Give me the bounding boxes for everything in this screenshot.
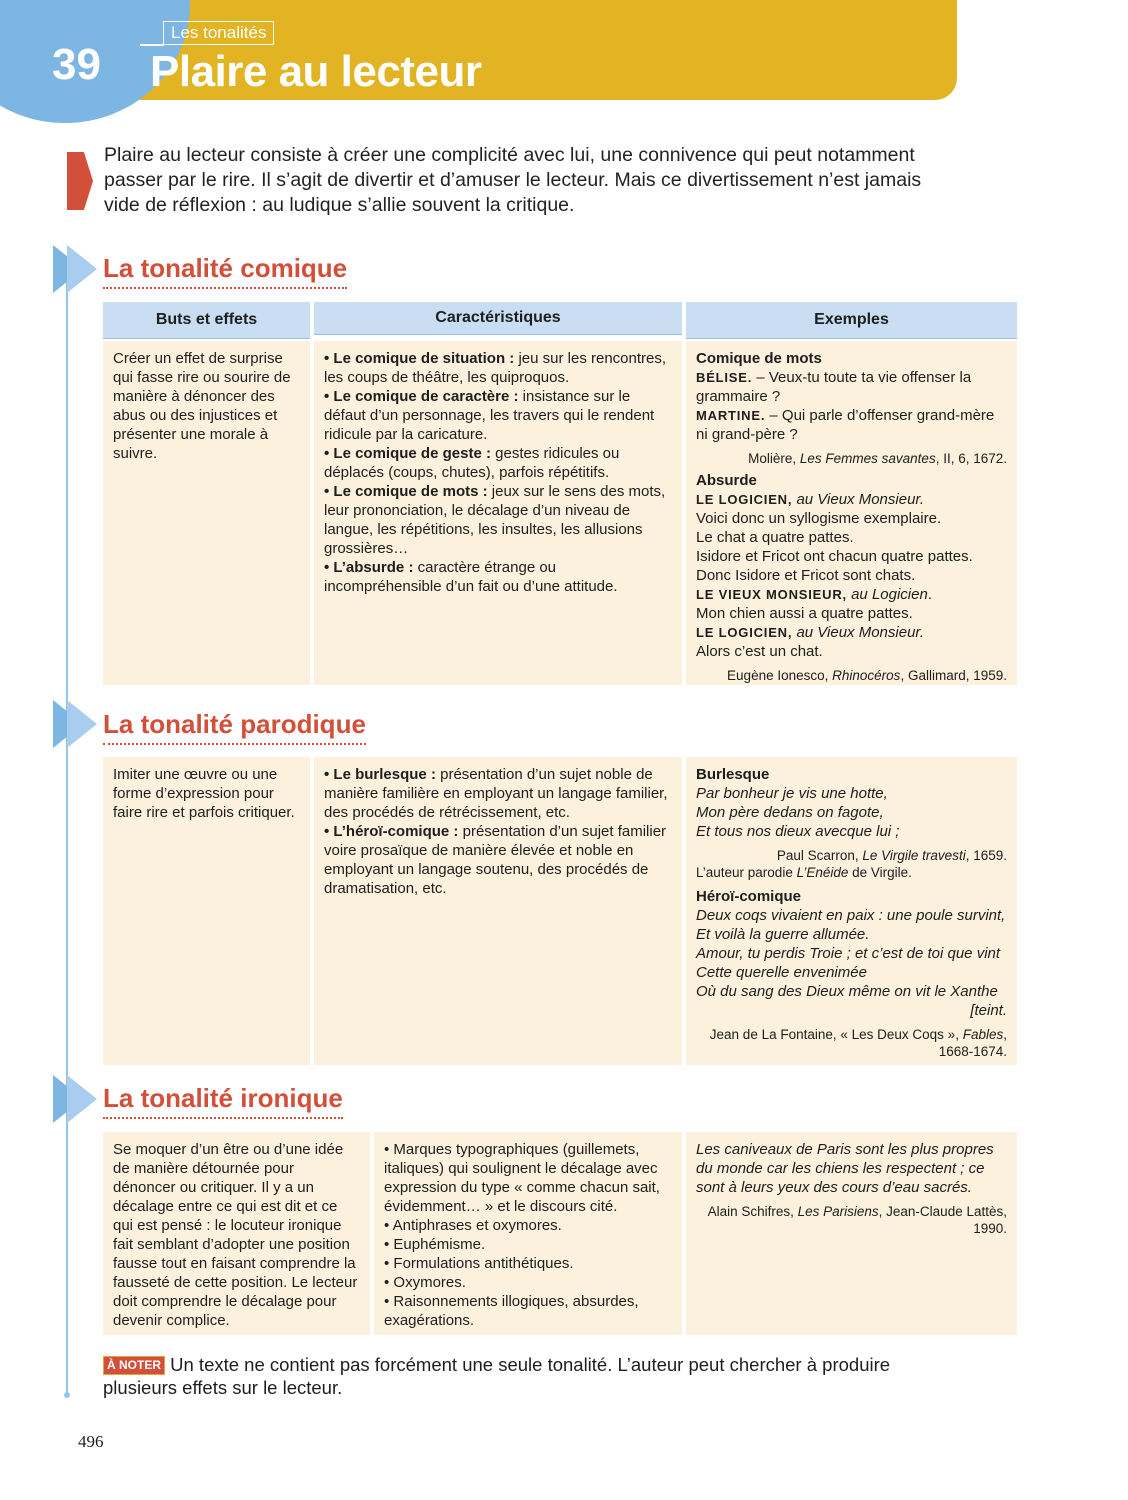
dialogue-line: Mon chien aussi a quatre pattes. [696,605,913,622]
ironique-buts-cell [103,1132,370,1335]
dialogue-line: Alors c’est un chat. [696,643,823,660]
intro-paragraph: Plaire au lecteur consiste à créer une complicité avec lui, une connivence qui peut notamment passer par le rire. Il s’agit de divertir et d’amuser le lecteur. Mais ce divertissement n’est jamais vide de réflexion : au ludique s’allie souvent la critique. [104,144,922,216]
dialogue-line: Le chat a quatre pattes. [696,529,854,546]
caracteristique-item: • Euphémisme. [384,1236,486,1253]
parodique-buts-cell [103,757,310,1065]
stage-direction: LE VIEUX MONSIEUR, au Logicien. [696,586,932,603]
section-arrow-icon [53,700,99,748]
dialogue-line: BÉLISE. – Veux-tu toute ta vie offenser la grammaire ? [696,369,972,405]
caracteristique-item: • L’héroï-comique : présentation d’un sujet familier voire prosaïque de manière élevée et noble en employant un langage soutenu, des procédés de dramatisation, etc. [324,823,667,897]
example-note: L’auteur parodie L’Enéide de Virgile. [696,865,912,880]
chapter-number: 39 [52,40,101,89]
page-number: 496 [78,1432,104,1451]
dialogue-line: Isidore et Fricot ont chacun quatre pattes. [696,548,973,565]
example-source: Paul Scarron, Le Virgile travesti, 1659. [776,848,1007,863]
guide-end-dot [64,1392,70,1398]
page-title: Plaire au lecteur [150,47,482,96]
caracteristique-item: • Antiphrases et oxymores. [384,1217,562,1234]
parodique-caracteristiques-cell [314,757,682,1065]
parodique-exemples-cell [686,757,1017,1065]
caracteristique-item: • Marques typographiques (guillemets, italiques) qui soulignent le décalage avec expression du type « comme chacun sait, évidemment… » et le discours cité. [384,1141,660,1215]
caracteristique-item: • Oxymores. [384,1274,466,1291]
dialogue-line: Donc Isidore et Fricot sont chats. [696,567,916,584]
example-heading: Héroï-comique [696,888,802,905]
verse-line: Cette querelle envenimée [696,964,867,981]
verse-line: Par bonheur je vis une hotte, [696,785,888,802]
verse-line: Amour, tu perdis Troie ; et c’est de toi que vint [696,945,1001,962]
verse-line: Et voilà la guerre allumée. [696,926,870,943]
section-title-parodique: La tonalité parodique [103,708,366,745]
caracteristique-item: • L’absurde : caractère étrange ou incompréhensible d’un fait ou d’une attitude. [324,559,618,595]
section-title-comique: La tonalité comique [103,252,347,289]
verse-line: Deux coqs vivaient en paix : une poule survint, [696,907,1006,924]
caracteristique-item: • Le comique de caractère : insistance sur le défaut d’un personnage, les travers qui le rendent ridicule par la caricature. [324,388,655,443]
parodique-buts-text: Imiter une œuvre ou une forme d’expression pour faire rire et parfois critiquer. [113,766,295,821]
ironique-example-text: Les caniveaux de Paris sont les plus propres du monde car les chiens les respectent ; ce sont à leurs yeux des cours d’eau sacrés. [696,1141,994,1196]
caracteristique-item: • Le comique de mots : jeux sur le sens des mots, leur prononciation, le décalage d’un niveau de langue, les répétitions, les insultes, les allusions grossières… [324,483,666,557]
section-title-ironique: La tonalité ironique [103,1082,343,1119]
comique-caracteristiques-cell [314,341,682,685]
example-source: Alain Schifres, Les Parisiens, Jean-Claude Lattès, [707,1204,1007,1219]
caracteristique-item: • Formulations antithétiques. [384,1255,574,1272]
verse-line: Et tous nos dieux avecque lui ; [696,823,900,840]
example-source: Molière, Les Femmes savantes, II, 6, 1672. [748,451,1007,466]
section-kicker: Les tonalités [163,21,274,45]
example-heading: Comique de mots [696,350,822,367]
section-arrow-icon [53,245,99,293]
header-buts: Buts et effets [103,302,310,339]
dialogue-line: Voici donc un syllogisme exemplaire. [696,510,942,527]
note-tag: À NOTER [103,1356,165,1375]
dialogue-line: MARTINE. – Qui parle d’offenser grand-mère ni grand-père ? [696,407,995,443]
comique-buts-text: Créer un effet de surprise qui fasse rire ou sourire de manière à dénoncer des abus ou des injustices et présenter une morale à suivre. [113,350,291,462]
ironique-buts-text: Se moquer d’un être ou d’une idée de manière détournée pour dénoncer ou critiquer. Il y a un décalage entre ce qui est dit et ce qui est pensé : le locuteur ironique fait semblant d’adopter une position fausse tout en faisant comprendre la fausseté de cette position. Le lecteur doit comprendre le décalage pour devenir complice. [113,1141,358,1329]
example-source-years: 1668-1674. [938,1044,1007,1059]
header-exemples: Exemples [686,302,1017,339]
caracteristique-item: • Le burlesque : présentation d’un sujet noble de manière familière en employant un langage familier, des procédés de rétrécissement, etc. [324,766,668,821]
example-source: Eugène Ionesco, Rhinocéros, Gallimard, 1959. [727,668,1007,683]
verse-line-continuation: [teint. [970,1002,1007,1019]
caracteristique-item: • Le comique de geste : gestes ridicules ou déplacés (coups, chutes), parfois répétitifs. [324,445,620,481]
intro-marker-icon [67,152,93,210]
stage-direction: LE LOGICIEN, au Vieux Monsieur. [696,491,925,508]
verse-line: Où du sang des Dieux même on vit le Xanthe [696,983,998,1000]
caracteristique-item: • Le comique de situation : jeu sur les rencontres, les coups de théâtre, les quiproquos. [324,350,667,386]
stage-direction: LE LOGICIEN, au Vieux Monsieur. [696,624,925,641]
section-arrow-icon [53,1075,99,1123]
comique-exemples-cell [686,341,1017,685]
ironique-exemples-cell [686,1132,1017,1335]
vertical-guide-line [66,260,68,1396]
comique-buts-cell [103,341,310,685]
ironique-caracteristiques-cell [374,1132,682,1335]
example-heading: Burlesque [696,766,770,783]
header-caracteristiques: Caractéristiques [314,302,682,335]
example-heading: Absurde [696,472,757,489]
note-paragraph [103,1353,963,1399]
caracteristique-item: • Raisonnements illogiques, absurdes, exagérations. [384,1293,639,1329]
example-source: Jean de La Fontaine, « Les Deux Coqs », Fables, [709,1027,1007,1042]
note-text: Un texte ne contient pas forcément une seule tonalité. L’auteur peut chercher à produire plusieurs effets sur le lecteur. [103,1354,891,1398]
example-source-year: 1990. [973,1221,1007,1236]
verse-line: Mon père dedans on fagote, [696,804,884,821]
